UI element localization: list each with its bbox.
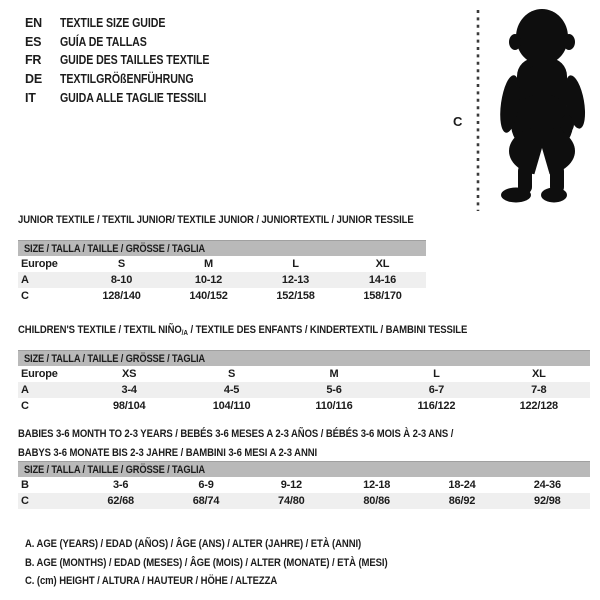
size-cell: 158/170 [363, 290, 402, 302]
size-cell: 86/92 [419, 493, 504, 509]
size-cell: 122/128 [519, 400, 558, 412]
size-cell: 4-5 [180, 382, 282, 398]
lang-row-de [25, 70, 236, 89]
size-cell: 152/158 [276, 290, 315, 302]
children-size-table [18, 350, 590, 414]
table-row [18, 493, 590, 509]
table-row [18, 398, 590, 414]
lang-row-en [25, 14, 236, 33]
babies-title-line1: BABIES 3-6 MONTH TO 2-3 YEARS / BEBÉS 3-6 MESES A 2-3 AÑOS / BÉBÉS 3-6 MOIS À 2-3 ANS / [18, 428, 454, 440]
children-title-main: CHILDREN'S TEXTILE / TEXTIL NIÑO [18, 324, 182, 336]
lang-row-it [25, 88, 236, 107]
row-label-cell: Europe [21, 258, 58, 270]
table-row [18, 288, 426, 304]
children-title-rest: / TEXTILE DES ENFANTS / KINDERTEXTIL / BAMBINI TESSILE [187, 324, 468, 336]
size-cell: 7-8 [488, 382, 590, 398]
size-cell: 92/98 [505, 493, 590, 509]
table-row [18, 272, 426, 288]
row-label-cell: Europe [21, 368, 58, 380]
size-header-row [18, 351, 590, 367]
size-cell: 12-13 [252, 272, 339, 288]
junior-size-table [18, 240, 426, 304]
size-cell: 80/86 [334, 493, 419, 509]
footnote-a: A. AGE (YEARS) / EDAD (AÑOS) / ÂGE (ANS) / ALTER (JAHRE) / ETÀ (ANNI) [25, 538, 362, 550]
size-cell: 6-9 [198, 479, 214, 491]
size-header-label: SIZE / TALLA / TAILLE / GRÖSSE / TAGLIA [23, 463, 206, 476]
guide-title-en: TEXTILE SIZE GUIDE [60, 16, 166, 31]
row-label-cell: C [21, 290, 29, 302]
size-cell: 5-6 [283, 382, 385, 398]
lang-row-fr [25, 51, 236, 70]
size-cell: 12-18 [363, 479, 391, 491]
size-cell: 24-36 [533, 479, 561, 491]
size-cell: 9-12 [280, 479, 302, 491]
size-cell: 18-24 [448, 479, 476, 491]
size-cell: 128/140 [102, 290, 141, 302]
table-row [18, 366, 590, 382]
row-label-cell: B [21, 479, 29, 491]
lang-code: EN [25, 16, 42, 31]
size-cell: 6-7 [385, 382, 487, 398]
size-cell: 8-10 [78, 272, 165, 288]
guide-title-fr: GUIDE DES TAILLES TEXTILE [60, 53, 210, 68]
baby-silhouette-icon [497, 9, 589, 203]
junior-section-title: JUNIOR TEXTILE / TEXTIL JUNIOR/ TEXTILE JUNIOR / JUNIORTEXTIL / JUNIOR TESSILE [18, 214, 414, 226]
size-header-row [18, 462, 590, 478]
table-row [18, 477, 590, 493]
children-section-title [18, 321, 467, 343]
size-cell: M [329, 368, 339, 380]
size-cell: XS [122, 368, 137, 380]
size-cell: S [117, 258, 126, 270]
size-cell: XL [531, 368, 546, 380]
guide-title-it: GUIDA ALLE TAGLIE TESSILI [60, 90, 207, 105]
size-header-label: SIZE / TALLA / TAILLE / GRÖSSE / TAGLIA [23, 352, 206, 365]
row-label-cell: A [18, 272, 78, 288]
footnote-c: C. (cm) HEIGHT / ALTURA / HAUTEUR / HÖHE / ALTEZZA [25, 575, 278, 588]
size-header-cell [18, 462, 590, 478]
size-cell: 110/116 [315, 400, 353, 412]
height-measure-figure [445, 6, 600, 214]
size-header-cell [18, 351, 590, 367]
babies-section-title [18, 425, 453, 462]
footnote-b: B. AGE (MONTHS) / EDAD (MESES) / ÂGE (MOIS) / ALTER (MONATE) / ETÀ (MESI) [25, 556, 388, 569]
size-cell: S [228, 368, 236, 380]
size-cell: XL [375, 258, 390, 270]
babies-title-line2: BABYS 3-6 MONATE BIS 2-3 JAHRE / BAMBINI 3-6 MESI A 2-3 ANNI [18, 446, 318, 459]
table-row [18, 256, 426, 272]
size-header-row [18, 241, 426, 257]
size-cell: 140/152 [189, 290, 228, 302]
size-cell: 14-16 [339, 272, 426, 288]
row-label-cell: A [18, 382, 78, 398]
size-cell: 10-12 [165, 272, 252, 288]
size-cell: 104/110 [212, 400, 251, 412]
size-cell: L [292, 258, 299, 270]
height-measure-label: C [453, 114, 463, 129]
size-cell: M [204, 258, 213, 270]
children-title-sub: /A [181, 328, 188, 337]
guide-title-de: TEXTILGRÖßENFÜHRUNG [60, 72, 194, 87]
language-title-list [25, 14, 236, 107]
size-cell: 68/74 [163, 493, 248, 509]
row-label-cell: C [21, 400, 29, 412]
size-cell: 3-4 [78, 382, 180, 398]
babies-size-table [18, 461, 590, 509]
lang-code: DE [25, 72, 42, 87]
size-cell: 116/122 [417, 400, 456, 412]
size-cell: 3-6 [113, 479, 129, 491]
table-row [18, 382, 590, 398]
size-cell: 62/68 [78, 493, 163, 509]
size-header-label: SIZE / TALLA / TAILLE / GRÖSSE / TAGLIA [23, 242, 206, 255]
lang-row-es [25, 33, 236, 52]
size-cell: L [433, 368, 440, 380]
legend-footnotes [25, 535, 452, 591]
lang-code: IT [25, 90, 36, 105]
size-cell: 74/80 [249, 493, 334, 509]
lang-code: FR [25, 53, 42, 68]
size-cell: 98/104 [112, 400, 146, 412]
size-header-cell [18, 241, 426, 257]
row-label-cell: C [18, 493, 78, 509]
guide-title-es: GUÍA DE TALLAS [60, 34, 147, 49]
lang-code: ES [25, 34, 42, 49]
